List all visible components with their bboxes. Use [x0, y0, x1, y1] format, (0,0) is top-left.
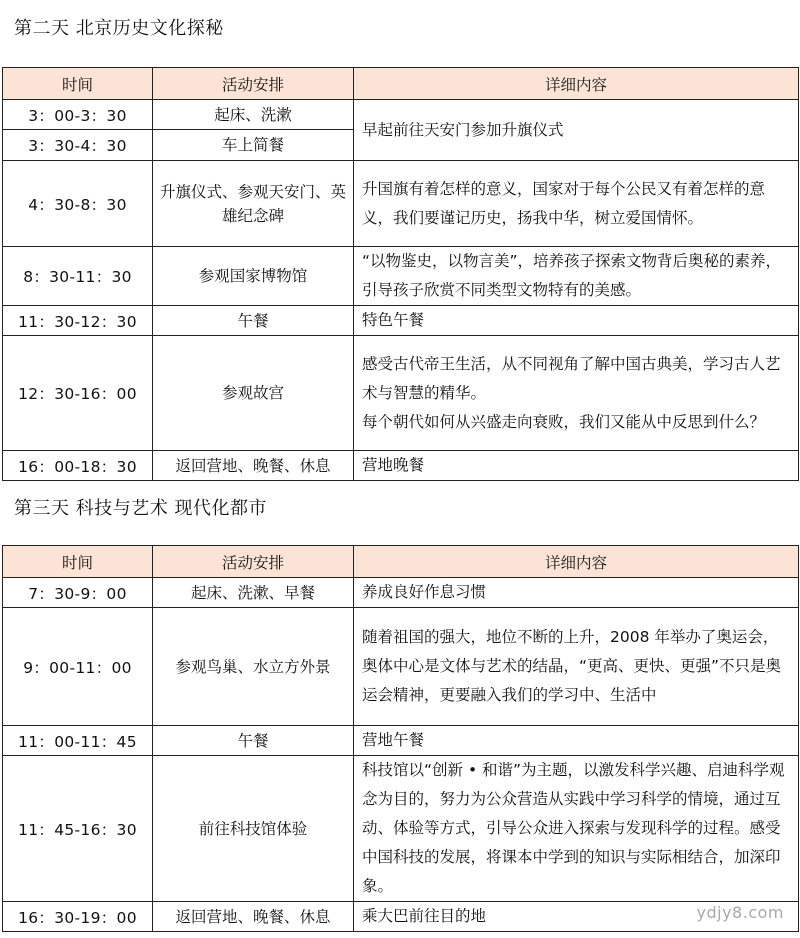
table-row	[3, 247, 799, 306]
detail-cell: 随着祖国的强大，地位不断的上升，2008 年举办了奥运会，奥体中心是文体与艺术的结晶，“更高、更快、更强”不只是奥运会精神，更要融入我们的学习中、生活中	[354, 608, 799, 726]
detail-paragraph: 每个朝代如何从兴盛走向衰败，我们又能从中反思到什么？	[362, 412, 766, 431]
time-cell: 16：30-19：00	[3, 902, 153, 932]
table-header-row	[3, 68, 799, 100]
watermark: ydjy8.com	[696, 903, 784, 922]
header-time: 时间	[3, 546, 153, 578]
detail-cell: 早起前往天安门参加升旗仪式	[354, 100, 799, 161]
time-cell: 16：00-18：30	[3, 451, 153, 481]
activity-cell: 午餐	[153, 726, 354, 756]
header-activity: 活动安排	[153, 68, 354, 100]
detail-cell: 升国旗有着怎样的意义，国家对于每个公民又有着怎样的意义，我们要谨记历史，扬我中华，树立爱国情怀。	[354, 161, 799, 247]
time-cell: 9：00-11：00	[3, 608, 153, 726]
detail-cell: 科技馆以“创新 • 和谐”为主题，以激发科学兴趣、启迪科学观念为目的，努力为公众营造从实践中学习科学的情境，通过互动、体验等方式，引导公众进入探索与发现科学的过程。感受中国科技的发展，将课本中学到的知识与实际相结合，加深印象。	[354, 756, 799, 902]
table-row	[3, 608, 799, 726]
table-row	[3, 306, 799, 336]
detail-cell: 营地晚餐	[354, 451, 799, 481]
header-activity: 活动安排	[153, 546, 354, 578]
activity-cell: 返回营地、晚餐、休息	[153, 902, 354, 932]
detail-cell	[354, 336, 799, 451]
table-row	[3, 336, 799, 451]
table-row	[3, 902, 799, 932]
header-detail: 详细内容	[354, 68, 799, 100]
table-header-row	[3, 546, 799, 578]
activity-cell: 升旗仪式、参观天安门、英雄纪念碑	[153, 161, 354, 247]
day2-title: 第二天 北京历史文化探秘	[14, 18, 224, 39]
activity-cell: 返回营地、晚餐、休息	[153, 451, 354, 481]
detail-cell: 养成良好作息习惯	[354, 578, 799, 608]
day2-schedule-table	[2, 67, 799, 481]
time-cell: 12：30-16：00	[3, 336, 153, 451]
time-cell: 4：30-8：30	[3, 161, 153, 247]
time-cell: 3：00-3：30	[3, 100, 153, 130]
activity-cell: 参观故宫	[153, 336, 354, 451]
day3-title: 第三天 科技与艺术 现代化都市	[14, 498, 267, 519]
time-cell: 11：45-16：30	[3, 756, 153, 902]
time-cell: 11：00-11：45	[3, 726, 153, 756]
time-cell: 11：30-12：30	[3, 306, 153, 336]
detail-cell: 营地午餐	[354, 726, 799, 756]
detail-cell: 特色午餐	[354, 306, 799, 336]
day3-schedule-table	[2, 545, 799, 932]
time-cell: 8：30-11：30	[3, 247, 153, 306]
table-row	[3, 100, 799, 130]
activity-cell: 参观国家博物馆	[153, 247, 354, 306]
table-row	[3, 726, 799, 756]
activity-cell: 参观鸟巢、水立方外景	[153, 608, 354, 726]
activity-cell: 午餐	[153, 306, 354, 336]
activity-cell: 起床、洗漱	[153, 100, 354, 130]
detail-cell: “以物鉴史，以物言美”，培养孩子探索文物背后奥秘的素养，引导孩子欣赏不同类型文物特有的美感。	[354, 247, 799, 306]
activity-cell: 前往科技馆体验	[153, 756, 354, 902]
detail-paragraph: 感受古代帝王生活，从不同视角了解中国古典美，学习古人艺术与智慧的精华。	[362, 354, 781, 402]
time-cell: 7：30-9：00	[3, 578, 153, 608]
detail-cell: 乘大巴前往目的地	[354, 902, 799, 932]
table-row	[3, 578, 799, 608]
time-cell: 3：30-4：30	[3, 130, 153, 161]
activity-cell: 车上简餐	[153, 130, 354, 161]
activity-cell: 起床、洗漱、早餐	[153, 578, 354, 608]
table-row	[3, 756, 799, 902]
header-time: 时间	[3, 68, 153, 100]
table-row	[3, 451, 799, 481]
header-detail: 详细内容	[354, 546, 799, 578]
table-row	[3, 161, 799, 247]
